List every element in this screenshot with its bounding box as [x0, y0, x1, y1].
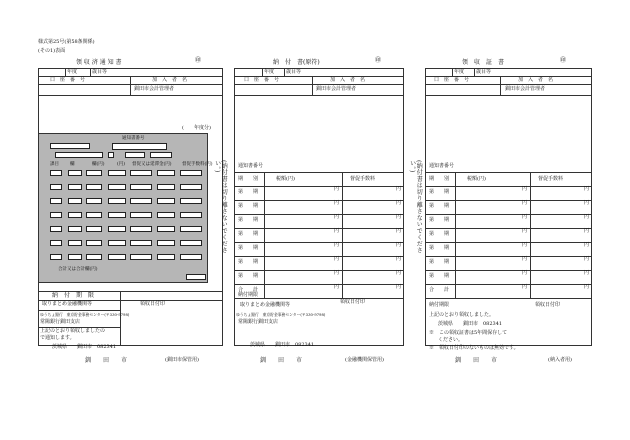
middle-yen: 円: [334, 200, 340, 206]
middle-yen: 円: [396, 284, 402, 290]
grid-cell: [180, 212, 202, 218]
code-box-5: [150, 152, 172, 158]
middle-yen: 円: [396, 270, 402, 276]
right-yen: 円: [584, 228, 590, 234]
grid-cell: [68, 212, 82, 218]
right-row-label: 第 期: [429, 217, 450, 223]
right-yen: 円: [522, 186, 528, 192]
right-yen: 円: [584, 186, 590, 192]
right-yen: 円: [584, 270, 590, 276]
right-col-fee: 督促手数料: [538, 176, 564, 182]
grid-cell: [157, 198, 175, 204]
grid-cell: [130, 184, 152, 190]
middle-row-label: 第 期: [238, 259, 259, 265]
grid-cell: [180, 198, 202, 204]
middle-yen: 円: [334, 242, 340, 248]
grid-cell: [130, 226, 152, 232]
right-yen: 円: [584, 214, 590, 220]
grid-cell: [50, 254, 62, 260]
grid-cell: [50, 170, 62, 176]
right-row-label: 第 期: [429, 231, 450, 237]
middle-mark: ㊞: [375, 57, 382, 64]
grid-cell: [68, 184, 82, 190]
left-col-3: 欄(円): [92, 162, 105, 167]
form-number: 様式第25号(第58条関係): [38, 39, 95, 45]
grid-cell: [108, 184, 126, 190]
grid-cell: [68, 170, 82, 176]
right-footer-city: 釧 田 市: [455, 357, 498, 364]
middle-body-frame: [234, 96, 404, 346]
left-notice-no: 通知書番号: [122, 136, 145, 141]
right-yen: 円: [584, 284, 590, 290]
sheet-label: (その1)表面: [38, 48, 66, 54]
left-deadline: 納 付 期 限: [52, 292, 95, 299]
middle-member-value: 釧田市会計管理者: [316, 86, 357, 92]
middle-row-label: 第 期: [238, 217, 259, 223]
middle-code-label: 歳目等: [286, 69, 302, 75]
grid-cell: [68, 240, 82, 246]
middle-col-tax: 税額(円): [276, 176, 295, 182]
grid-cell: [86, 198, 102, 204]
right-note2: ※ この領収証書は5年間保存して: [429, 330, 508, 336]
grid-cell: [180, 184, 202, 190]
middle-yen: 円: [334, 284, 340, 290]
right-note4: ※ 領収日付印のないものは無効です。: [429, 345, 519, 351]
right-yen: 円: [584, 242, 590, 248]
left-footer-city: 釧 田 市: [85, 357, 128, 364]
grid-cell: [108, 240, 126, 246]
grid-cell: [157, 184, 175, 190]
middle-row-label: 第 期: [238, 273, 259, 279]
grid-cell: [108, 170, 126, 176]
grid-cell: [180, 226, 202, 232]
left-col-5: 督促又は延滞金(円): [132, 162, 172, 167]
right-yen: 円: [584, 256, 590, 262]
middle-title: 納 付 書(原符): [273, 59, 320, 66]
middle-yen: 円: [396, 186, 402, 192]
code-box-3: [108, 152, 114, 158]
right-row-label: 第 期: [429, 245, 450, 251]
middle-yen: 円: [334, 214, 340, 220]
middle-col-period: 期 別: [238, 176, 259, 182]
grid-cell: [157, 254, 175, 260]
left-note2: で通知します。: [40, 335, 75, 341]
left-bank-label: 取りまとめ金融機関等: [42, 301, 93, 307]
right-footer-note: (納入者用): [548, 357, 572, 363]
left-member-value: 釧田市会計管理者: [134, 86, 175, 92]
middle-row-label: 第 期: [238, 245, 259, 251]
right-notice-no: 通知書番号: [429, 163, 455, 169]
right-yen: 円: [522, 284, 528, 290]
left-mark: ㊞: [195, 57, 202, 64]
right-body-frame: [425, 96, 592, 346]
right-yen: 円: [522, 242, 528, 248]
left-year-paren: ( 年度分): [182, 125, 211, 131]
left-yucho: ゆうちょ銀行 東京貯金事務センター(〒330-9798): [40, 312, 130, 317]
right-note1: 上記のとおり領収しました。: [429, 312, 495, 318]
middle-yen: 円: [334, 270, 340, 276]
right-yen: 円: [522, 228, 528, 234]
grid-cell: [86, 184, 102, 190]
right-total-label: 合 計: [429, 287, 450, 293]
grid-cell: [86, 240, 102, 246]
middle-yen: 円: [396, 242, 402, 248]
grid-cell: [130, 240, 152, 246]
middle-notice-no: 通知書番号: [238, 163, 264, 169]
right-year-label: 年度: [454, 69, 465, 75]
middle-yen: 円: [396, 256, 402, 262]
right-member-value: 釧田市会計管理者: [505, 86, 546, 92]
middle-yen: 円: [396, 200, 402, 206]
middle-city-code: 茨城県 釧田市 082341: [250, 342, 315, 348]
left-account-label: 口 座 番 号: [50, 77, 86, 83]
left-total-box: [186, 274, 206, 280]
grid-cell: [130, 212, 152, 218]
grid-cell: [86, 226, 102, 232]
grid-cell: [68, 226, 82, 232]
left-note1: 上記のとおり領収しましたの: [40, 328, 106, 334]
left-col-0: 課目: [50, 162, 59, 167]
grid-cell: [50, 240, 62, 246]
middle-yen: 円: [334, 256, 340, 262]
right-yen: 円: [584, 200, 590, 206]
code-box-4: [125, 152, 145, 158]
grid-cell: [157, 240, 175, 246]
right-row-label: 第 期: [429, 203, 450, 209]
grid-cell: [130, 170, 152, 176]
grid-cell: [108, 226, 126, 232]
right-mark: ㊞: [560, 57, 567, 64]
left-total-label: 合計又は合計欄(円): [58, 267, 98, 272]
grid-cell: [86, 212, 102, 218]
middle-row-label: 第 期: [238, 203, 259, 209]
right-yen: 円: [522, 200, 528, 206]
left-footer-note: (釧田市保管用): [165, 357, 199, 363]
grid-cell: [50, 226, 62, 232]
right-title: 領 収 証 書: [462, 59, 505, 66]
left-col-4: (円): [117, 162, 126, 167]
middle-bank-label: 取りまとめ金融機関等: [240, 302, 291, 308]
grid-cell: [50, 198, 62, 204]
perforation-text-1: (納付書は切り離さないでください。): [213, 160, 228, 254]
right-deadline: 納付期限: [429, 302, 450, 308]
grid-cell: [180, 240, 202, 246]
middle-receipt-stamp: 領収日付印: [340, 299, 366, 305]
right-note3: ください。: [438, 337, 464, 343]
right-member-label: 加 入 者 名: [518, 77, 554, 83]
right-yen: 円: [522, 256, 528, 262]
left-year-label: 年度: [67, 69, 78, 75]
grid-cell: [108, 254, 126, 260]
middle-yen: 円: [396, 214, 402, 220]
perforation-text-2: (納付書は切り離さないでください。): [408, 160, 423, 254]
notice-no-box: [112, 143, 167, 150]
grid-cell: [86, 254, 102, 260]
grid-cell: [157, 226, 175, 232]
left-col-7: 督促手数料(円): [182, 162, 213, 167]
right-code-label: 歳目等: [476, 69, 492, 75]
grid-cell: [180, 254, 202, 260]
grid-cell: [157, 212, 175, 218]
grid-cell: [86, 170, 102, 176]
right-receipt-stamp: 領収日付印: [535, 302, 561, 308]
left-receipt-stamp: 領収日付印: [140, 301, 166, 307]
left-city-code: 茨城県 釧田市 082341: [52, 344, 117, 350]
right-yen: 円: [522, 214, 528, 220]
right-yen: 円: [522, 270, 528, 276]
left-title: 領 収 済 通 知 書: [76, 59, 122, 66]
middle-yen: 円: [334, 186, 340, 192]
right-account-label: 口 座 番 号: [434, 77, 470, 83]
grid-cell: [130, 254, 152, 260]
left-bank-name: 常陽銀行釧田支店: [40, 319, 81, 325]
code-box-2: [55, 152, 103, 158]
middle-bank-name: 常陽銀行釧田支店: [238, 319, 279, 325]
right-col-period: 期 別: [429, 176, 450, 182]
middle-row-label: 第 期: [238, 189, 259, 195]
middle-year-label: 年度: [264, 69, 275, 75]
grid-cell: [68, 198, 82, 204]
middle-yen: 円: [334, 228, 340, 234]
middle-deadline: 納付期限: [238, 292, 259, 298]
right-row-label: 第 期: [429, 259, 450, 265]
middle-total-label: 合 計: [238, 287, 259, 293]
code-box-1: [50, 143, 90, 149]
middle-col-fee: 督促手数料: [350, 176, 376, 182]
grid-cell: [68, 254, 82, 260]
left-member-label: 加 入 者 名: [152, 77, 188, 83]
grid-cell: [130, 198, 152, 204]
right-row-label: 第 期: [429, 189, 450, 195]
middle-account-label: 口 座 番 号: [244, 77, 280, 83]
grid-cell: [180, 170, 202, 176]
middle-footer-note: (金融機関保管用): [345, 357, 384, 363]
left-col-2: 欄: [70, 162, 75, 167]
middle-member-label: 加 入 者 名: [330, 77, 366, 83]
left-code-label: 歳目等: [92, 69, 108, 75]
middle-footer-city: 釧 田 市: [260, 357, 303, 364]
middle-yen: 円: [396, 228, 402, 234]
right-row-label: 第 期: [429, 273, 450, 279]
grid-cell: [108, 198, 126, 204]
middle-row-label: 第 期: [238, 231, 259, 237]
grid-cell: [50, 184, 62, 190]
grid-cell: [157, 170, 175, 176]
right-city-code: 茨城県 釧田市 082341: [438, 321, 503, 327]
grid-cell: [108, 212, 126, 218]
grid-cell: [50, 212, 62, 218]
right-col-tax: 税額(円): [467, 176, 486, 182]
middle-yucho: ゆうちょ銀行 東京貯金事務センター(〒330-9798): [236, 312, 326, 317]
